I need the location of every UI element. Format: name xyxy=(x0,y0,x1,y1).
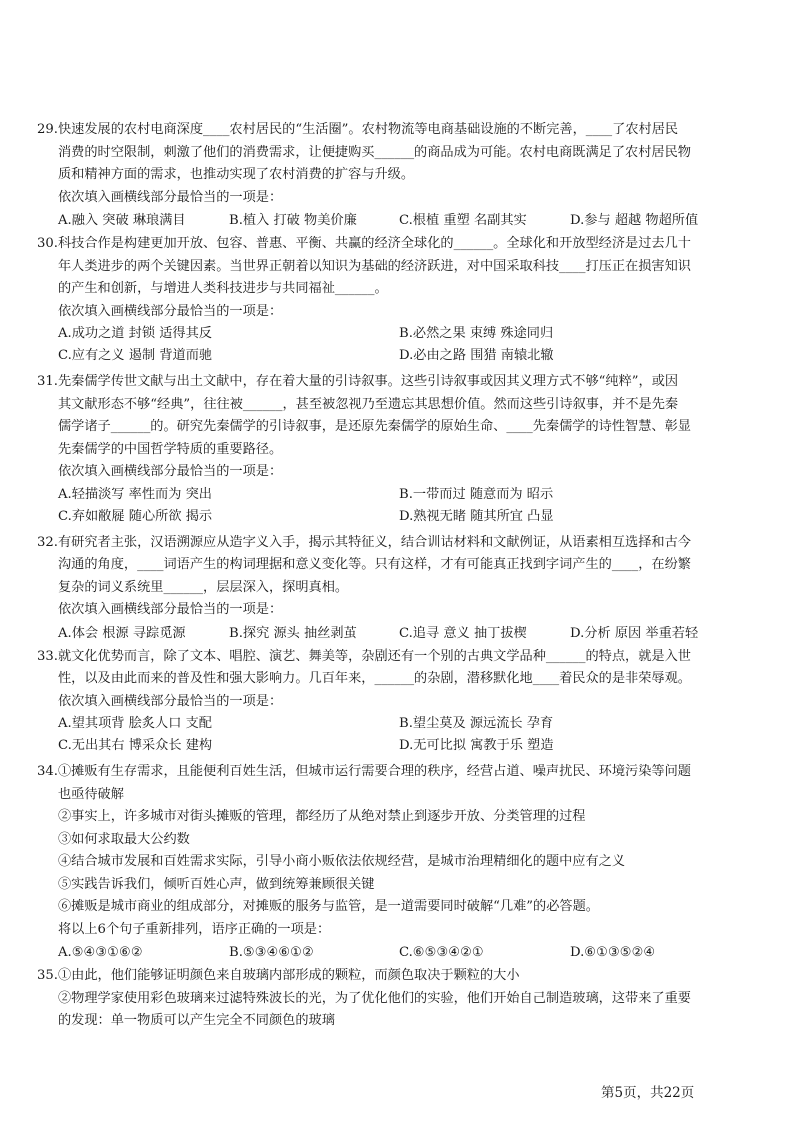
question-text-line: 质和精神方面的需求，也推动实现了农村消费的扩容与升级。 xyxy=(58,167,415,182)
question-30 xyxy=(37,233,767,367)
question-text-line: 沟通的角度，____词语产生的构词理据和意义变化等。只有这样，才有可能真正找到字词产生的____，在纷繁 xyxy=(58,557,691,572)
option-b: B.⑤③④⑥①② xyxy=(229,945,314,960)
option-b: B.望尘莫及 源远流长 孕育 xyxy=(399,716,554,731)
option-d: D.无可比拟 寓教于乐 塑造 xyxy=(399,738,554,753)
option-c: C.根植 重塑 名副其实 xyxy=(399,213,527,228)
question-35 xyxy=(37,965,767,1033)
question-text-line: 29.快速发展的农村电商深度____农村居民的“生活圈”。农村物流等电商基础设施的不断完善，____了农村居民 xyxy=(37,122,679,137)
option-b: B.植入 打破 物美价廉 xyxy=(229,213,357,228)
option-c: C.追寻 意义 抽丁拔楔 xyxy=(399,625,527,641)
option-a: A.⑤④③①⑥② xyxy=(58,945,143,960)
question-text-line: ⑥摊贩是城市商业的组成部分，对摊贩的服务与监管，是一道需要同时破解“几难”的必答题。 xyxy=(58,899,599,914)
option-a: A.体会 根源 寻踪觅源 xyxy=(58,625,186,641)
question-31 xyxy=(37,371,767,528)
question-text-line: 32.有研究者主张，汉语溯源应从造字义入手，揭示其特征义，结合训诂材料和文献例证，从语素相互选择和古今 xyxy=(37,534,691,550)
question-text-line: 性，以及由此而来的普及性和强大影响力。几百年来，______的杂剧，潜移默化地____着民众的是非荣辱观。 xyxy=(58,671,691,686)
option-b: B.一带而过 随意而为 昭示 xyxy=(399,486,554,502)
question-29 xyxy=(37,119,767,233)
question-prompt: 依次填入画横线部分最恰当的一项是： xyxy=(58,464,283,479)
question-text-line: 其文献形态不够“经典”，往往被______，甚至被忽视乃至遗忘其思想价值。然而这些引诗叙事，并不是先秦 xyxy=(58,396,679,412)
question-text-line: ④结合城市发展和百姓需求实际，引导小商小贩依法依规经营，是城市治理精细化的题中应有之义 xyxy=(58,854,626,869)
question-text-line: 年人类进步的两个关键因素。当世界正朝着以知识为基础的经济跃进，对中国采取科技____打压正在损害知识 xyxy=(58,258,691,274)
options-row xyxy=(37,345,767,367)
options-row xyxy=(37,622,767,646)
question-prompt: 依次填入画横线部分最恰当的一项是： xyxy=(58,303,283,319)
question-text-line: 33.就文化优势而言，除了文本、唱腔、演艺、舞美等，杂剧还有一个别的古典文学品种______的特点，就是入世 xyxy=(37,648,691,664)
option-b: B.探究 源头 抽丝剥茧 xyxy=(229,625,357,641)
option-d: D.分析 原因 举重若轻 xyxy=(570,625,699,641)
question-text-line: ③如何求取最大公约数 xyxy=(58,831,190,847)
options-row xyxy=(37,735,767,757)
question-text-line: ②事实上，许多城市对街头摊贩的管理，都经历了从绝对禁止到逐步开放、分类管理的过程 xyxy=(58,809,586,824)
option-d: D.熟视无睹 随其所宜 凸显 xyxy=(399,508,554,524)
question-32 xyxy=(37,532,767,646)
question-text-line: 30.科技合作是构建更加开放、包容、普惠、平衡、共赢的经济全球化的______。全球化和开放型经济是过去几十 xyxy=(37,236,691,251)
question-prompt: 依次填入画横线部分最恰当的一项是： xyxy=(58,602,283,617)
question-text-line: 的产生和创新，与增进人类科技进步与共同福祉______。 xyxy=(58,281,388,296)
question-prompt: 将以上6个句子重新排列，语序正确的一项是： xyxy=(58,921,331,937)
question-text-line: 复杂的词义系统里______，层层深入，探明真相。 xyxy=(58,579,349,595)
option-c: C.⑥⑤③④②① xyxy=(399,945,484,960)
option-a: A.成功之道 封锁 适得其反 xyxy=(58,326,212,341)
question-text-line: 31.先秦儒学传世文献与出土文献中，存在着大量的引诗叙事。这些引诗叙事或因其义理方式不够“纯粹”，或因 xyxy=(37,374,679,389)
options-row xyxy=(37,713,767,735)
question-text-line: ②物理学家使用彩色玻璃来过滤特殊波长的光，为了优化他们的实验，他们开始自己制造玻璃，这带来了重要 xyxy=(58,990,691,1006)
question-text-line: 35.①由此，他们能够证明颜色来自玻璃内部形成的颗粒，而颜色取决于颗粒的大小 xyxy=(37,968,520,983)
option-d: D.必由之路 围猎 南辕北辙 xyxy=(399,348,554,363)
options-row xyxy=(37,209,767,233)
option-d: D.参与 超越 物超所值 xyxy=(570,213,699,228)
question-text-line: 34.①摊贩有生存需求，且能便利百姓生活，但城市运行需要合理的秩序，经营占道、噪声扰民、环境污染等问题 xyxy=(37,764,691,779)
question-33 xyxy=(37,646,767,758)
option-c: C.应有之义 遏制 背道而驰 xyxy=(58,348,213,363)
option-a: A.融入 突破 琳琅满目 xyxy=(58,213,186,228)
exam-page xyxy=(37,119,767,1033)
question-text-line: 也亟待破解 xyxy=(58,786,124,802)
question-text-line: 的发现：单一物质可以产生完全不同颜色的玻璃 xyxy=(58,1013,335,1028)
option-b: B.必然之果 束缚 殊途同归 xyxy=(399,326,554,341)
question-text-line: 先秦儒学的中国哲学特质的重要路径。 xyxy=(58,441,283,457)
options-row xyxy=(37,323,767,345)
options-row xyxy=(37,506,767,528)
question-prompt: 依次填入画横线部分最恰当的一项是： xyxy=(58,189,283,205)
option-a: A.望其项背 脍炙人口 支配 xyxy=(58,716,212,731)
options-row xyxy=(37,941,767,965)
page-number: 第5页，共22页 xyxy=(601,1085,695,1101)
option-c: C.弃如敝屣 随心所欲 揭示 xyxy=(58,508,213,524)
question-prompt: 依次填入画横线部分最恰当的一项是： xyxy=(58,693,283,709)
options-row xyxy=(37,484,767,506)
option-c: C.无出其右 博采众长 建构 xyxy=(58,738,213,753)
question-text-line: ⑤实践告诉我们，倾听百姓心声，做到统筹兼顾很关键 xyxy=(58,876,375,892)
option-a: A.轻描淡写 率性而为 突出 xyxy=(58,486,212,502)
question-text-line: 消费的时空限制，刺激了他们的消费需求，让便捷购买______的商品成为可能。农村电商既满足了农村居民物 xyxy=(58,144,691,160)
question-34 xyxy=(37,761,767,965)
question-text-line: 儒学诸子______的。研究先秦儒学的引诗叙事，是还原先秦儒学的原始生命、____先秦儒学的诗性智慧、彰显 xyxy=(58,419,691,434)
option-d: D.⑥①③⑤②④ xyxy=(570,945,656,960)
